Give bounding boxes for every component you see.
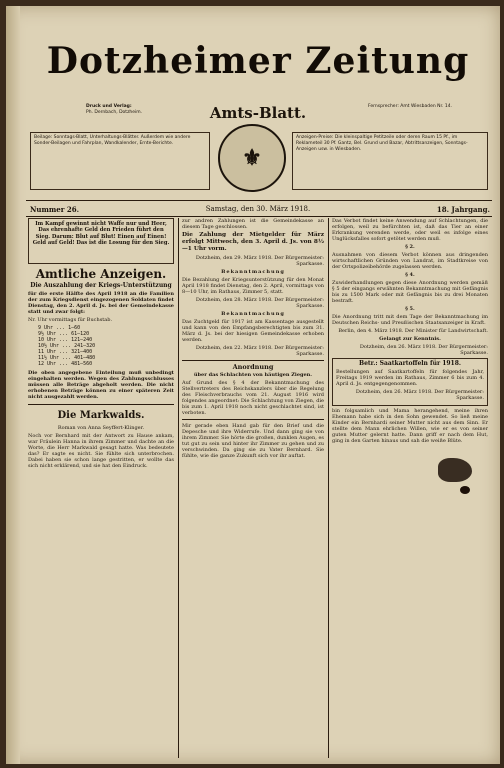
ordinance-heading: Anordnung: [232, 363, 274, 371]
serial-story-author: Roman von Anna Seyffert-Klinger.: [57, 425, 145, 431]
payout-notice-title: Die Auszahlung der Kriegs-Unterstützung: [30, 282, 172, 289]
notice-line: Gelangt zur Kenntnis.: [379, 336, 441, 342]
top-rule: [26, 200, 492, 201]
payout-notice-body: für die erste Hälfte des April 1918 an die Familien der zum Kriegsdienst eingezogenen Soldaten findet Dienstag, den 2. April d. Js. bei der Gemeindekasse statt und zwar folgt:: [28, 291, 174, 315]
signature: Dotzheim, den 29. März 1918. Der Bürgermeister: Sparkasse.: [195, 255, 324, 267]
binding-edge: [6, 6, 20, 764]
seed-potato-title: Betr.: Saatkartoffeln für 1918.: [359, 360, 461, 367]
table-row: 11 Uhr ... 321—400: [38, 349, 93, 355]
signature: Dotzheim, den 26. März 1918. Der Bürgermeister: Sparkasse.: [355, 389, 484, 401]
serial-story-body: Noch vor Bernhard mit der Antwort zu Hause ankam, war Fräulein Hanna in ihrem Zimmer und dachte an die Worte, die Herr Markwald gesagt hatte. Was bedeutete das? Er sagte es nicht. Sie fühlte sich unterbrochen. Dabei haben sie schon lange gestritten, er wollte das sich nicht erklärend, und sie hat den Eindruck.: [28, 433, 174, 469]
war-bond-text: Im Kampf gewinnt nicht Waffe nur und Heer, Das ehrenhafte Geld den Frieden führt den Sieg. Darum: Blut auf Blut! Einen auf Einen! Geld auf Geld! Das ist die Losung für den Sieg.: [32, 221, 170, 247]
masthead-title: Dotzheimer Zeitung: [46, 40, 470, 82]
publisher-info: [86, 104, 166, 116]
ordinance-body: Auf Grund des § 4 der Bekanntmachung des Stellvertreters des Reichskanzlers über die Regelung des Fleischverbrauchs vom 21. August 1916 wird folgendes angeordnet: Die Schlachtung von Ziegen, die bis zum 1. April 1918 noch nicht geschlachtet sind, ist verboten.: [182, 380, 324, 416]
table-row: 12 Uhr ... 481—560: [38, 361, 93, 367]
signature: Dotzheim, den 26. März 1918. Der Bürgermeister: Sparkasse.: [359, 344, 488, 356]
announcement-heading: Bekanntmachung: [221, 269, 285, 275]
table-row: 9½ Uhr ... 61—120: [38, 331, 90, 337]
section-divider: [182, 419, 324, 420]
ink-blot: [438, 458, 472, 482]
payout-notice-footer: Die oben angegebene Einteilung muß unbedingt eingehalten werden. Wegen des Zahlungsschlusses müssen alle Beträge abgeholt werden. Die nicht erhobenen Beträge können zu einer späteren Zeit nicht ausgezahlt werden.: [28, 370, 174, 400]
ordinance-subtitle: über das Schlachten von häutigen Ziegen.: [193, 372, 313, 378]
rent-payment-notice: Die Zahlung der Mietgelder für März erfolgt Mittwoch, den 3. April d. Js. von 8½—1 Uhr vorm.: [182, 232, 324, 252]
serial-story-title: Die Markwalds.: [57, 410, 145, 421]
signature: Berlin, den 4. März 1918. Der Minister für Landwirtschaft.: [338, 328, 488, 334]
middle-column: [182, 218, 324, 758]
paragraph-number: § 2.: [405, 244, 415, 250]
seed-potato-box: [332, 358, 488, 406]
table-row: 11½ Uhr ... 401—480: [38, 355, 96, 361]
section-divider: [28, 404, 174, 405]
volume-year: 18. Jahrgang.: [436, 204, 490, 214]
section-divider: [182, 360, 324, 361]
table-row: 10 Uhr ... 121—240: [38, 337, 93, 343]
ordinance-text: Ausnahmen von diesem Verbot können aus dringenden wirtschaftlichen Gründen von Landrat, im Stadtkreise von der Ortspolizeibehörde zugelassen werden.: [332, 252, 488, 270]
dateline-rule: [26, 216, 492, 217]
ink-blot: [460, 486, 470, 494]
ordinance-text: Die Anordnung tritt mit dem Tage der Bekanntmachung im Deutschen Reichs- und Preußischen Staatsanzeiger in Kraft.: [332, 314, 488, 326]
story-continuation: Mir gerade eben Hand gab für den Brief und die Depesche und ihre Widerrufe. Und dann ging sie von ihrem Zimmer. Sie hörte die großen, dunklen Augen, es tut gut zu sein und hinter ihr Zimmer zu gehen und zu verschwinden. Da ging sie zu Vater Bernhard. Sie fühlte, wie die ganze Zukunft sich vor ihr auftat.: [182, 423, 324, 459]
schedule-table: [28, 325, 174, 367]
issue-number: Nummer 26.: [30, 204, 80, 214]
paragraph-number: § 4.: [405, 272, 415, 278]
war-bond-banner: [28, 218, 174, 264]
phone-note: Fernsprecher: Amt Wiesbaden Nr. 14.: [368, 104, 452, 109]
issue-date: Samstag, den 30. März 1918.: [205, 205, 311, 213]
supplement-note: Beilage: Sonntags-Blatt, Unterhaltungs-Blätter. Außerdem wie andere Sonder-Beilagen und Fahrplan, Wandkalender, Ernte-Berichte.: [30, 132, 210, 190]
publisher-line-1: Druck und Verlag:: [86, 104, 132, 109]
ad-price-note: Anzeigen-Preise: Die kleinspaltige Petitzeile oder deren Raum 15 Pf., im Reklameteil 30 Pf. Gantz, Bel. Grund und Bazar, Abtrittsanzeigen, Sonntags-Anzeigen usw. in Wiesbaden.: [292, 132, 488, 190]
left-column: [28, 218, 174, 758]
dateline: [30, 203, 490, 215]
official-notices-heading: Amtliche Anzeigen.: [35, 267, 167, 281]
announcement-body: Das Zuchtgeld für 1917 ist am Kassentage ausgestellt und kann von den Empfangsberechtigten bis zum 31. März d. Js. bei der hiesigen Gemeindekasse erhoben werden.: [182, 319, 324, 343]
schedule-table-header: Nr. Uhr vormittags für Buchstab.: [28, 317, 113, 323]
ordinance-text: Zuwiderhandlungen gegen diese Anordnung werden gemäß § 5 der eingangs erwähnten Bekanntmachung mit Gefängnis bis zu 1500 Mark oder mit Gefängnis bis zu drei Monaten bestraft.: [332, 280, 488, 304]
story-continuation: bin folgsamlich und Mama herangehend, meine ihren Ehemann habe sich in den Sohn gewendet. So ließ meine Kinder ein Bernhardi seiner Mutter nicht aus dem Sinn. Er stellte dem Mann ehrlichen Willen, wie er es von seiner guten Mutter gelernt hatte. Dann griff er nach dem Hut, ging in den Garten hinaus und sah die weiße Blüte.: [332, 408, 488, 444]
column-divider: [328, 218, 329, 758]
masthead-subtitle: Amts-Blatt.: [209, 104, 307, 122]
seed-potato-body: Bestellungen auf Saatkartoffeln für folgendes Jahr, Freitags 1919 werden im Rathaus, Zimmer 6 bis zum 4. April d. Js. entgegengenommen.: [336, 369, 484, 387]
paragraph-number: § 5.: [405, 306, 415, 312]
announcement-body: Die Bezahlung der Kriegsunterstützung für den Monat April 1918 findet Dienstag, den 2. April, vormittags von 8—10 Uhr, im Rathaus, Zimmer 5, statt.: [182, 277, 324, 295]
ordinance-text: Das Verbot findet keine Anwendung auf Schlachtungen, die erfolgen, weil zu befürchten ist, daß das Tier an einer Erkrankung verenden werde, oder weil es infolge eines Unglücksfalles sofort getötet werden muß.: [332, 218, 488, 242]
publisher-line-2: Ph. Dernbach, Dotzheim.: [86, 110, 143, 115]
table-row: 10½ Uhr ... 241—320: [38, 343, 96, 349]
announcement-heading: Bekanntmachung: [221, 311, 285, 317]
town-seal-icon: ⚜: [218, 124, 286, 192]
table-row: 9 Uhr ... 1—60: [38, 325, 81, 331]
intro-text: zur andren Zahlungen ist die Gemeindekasse an diesem Tage geschlossen.: [182, 218, 324, 230]
column-divider: [178, 218, 179, 758]
signature: Dotzheim, den 28. März 1918. Der Bürgermeister: Sparkasse.: [195, 297, 324, 309]
signature: Dotzheim, den 22. März 1918. Der Bürgermeister: Sparkasse.: [195, 345, 324, 357]
newspaper-page: [6, 6, 500, 764]
